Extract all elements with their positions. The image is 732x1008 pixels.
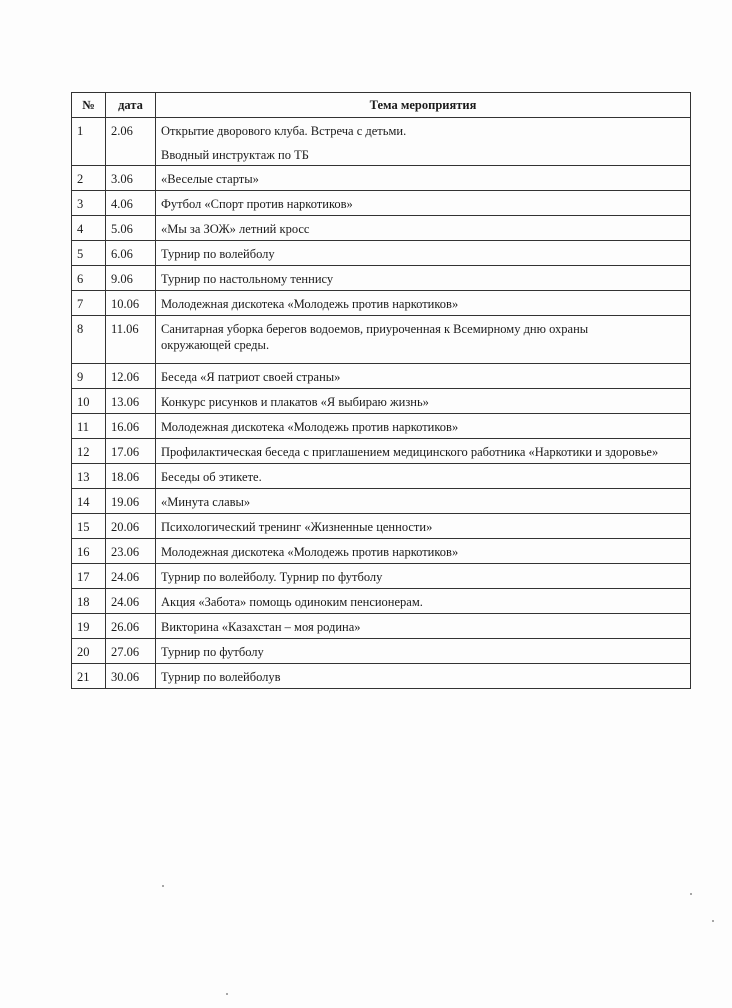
table-row [72, 166, 691, 191]
row-number: 14 [72, 489, 106, 514]
row-date: 2.06 [106, 118, 156, 166]
row-number: 1 [72, 118, 106, 166]
table-row [72, 389, 691, 414]
row-number: 7 [72, 291, 106, 316]
row-date: 13.06 [106, 389, 156, 414]
table-row [72, 664, 691, 689]
row-date: 27.06 [106, 639, 156, 664]
row-number: 13 [72, 464, 106, 489]
row-topic: Акция «Забота» помощь одиноким пенсионерам. [156, 589, 691, 614]
table-row [72, 514, 691, 539]
header-number: № [72, 93, 106, 118]
row-topic: «Мы за ЗОЖ» летний кросс [156, 216, 691, 241]
row-topic: Молодежная дискотека «Молодежь против наркотиков» [156, 414, 691, 439]
row-topic: Конкурс рисунков и плакатов «Я выбираю жизнь» [156, 389, 691, 414]
header-date: дата [106, 93, 156, 118]
scan-speck [712, 920, 714, 922]
table-row [72, 539, 691, 564]
row-number: 15 [72, 514, 106, 539]
table-row [72, 489, 691, 514]
row-date: 10.06 [106, 291, 156, 316]
row-topic: «Минута славы» [156, 489, 691, 514]
row-topic [156, 316, 691, 364]
table-row [72, 464, 691, 489]
row-topic: Турнир по футболу [156, 639, 691, 664]
row-date: 30.06 [106, 664, 156, 689]
row-date: 24.06 [106, 564, 156, 589]
row-topic: Психологический тренинг «Жизненные ценности» [156, 514, 691, 539]
row-date: 23.06 [106, 539, 156, 564]
table-row [72, 364, 691, 389]
table-row [72, 118, 691, 166]
row-topic: Молодежная дискотека «Молодежь против наркотиков» [156, 539, 691, 564]
row-topic: Викторина «Казахстан – моя родина» [156, 614, 691, 639]
row-date: 6.06 [106, 241, 156, 266]
row-number: 3 [72, 191, 106, 216]
event-schedule-table [71, 92, 691, 689]
row-number: 21 [72, 664, 106, 689]
row-date: 26.06 [106, 614, 156, 639]
row-date: 9.06 [106, 266, 156, 291]
table-header-row [72, 93, 691, 118]
scan-speck [226, 993, 228, 995]
table-row [72, 291, 691, 316]
row-number: 10 [72, 389, 106, 414]
row-date: 18.06 [106, 464, 156, 489]
row-topic: Футбол «Спорт против наркотиков» [156, 191, 691, 216]
row-number: 19 [72, 614, 106, 639]
row-topic-line2: Вводный инструктаж по ТБ [161, 148, 309, 162]
row-date: 24.06 [106, 589, 156, 614]
row-topic: Турнир по настольному теннису [156, 266, 691, 291]
row-topic: «Веселые старты» [156, 166, 691, 191]
table-row [72, 414, 691, 439]
row-number: 4 [72, 216, 106, 241]
header-topic: Тема мероприятия [156, 93, 691, 118]
row-number: 20 [72, 639, 106, 664]
row-number: 12 [72, 439, 106, 464]
row-number: 8 [72, 316, 106, 364]
row-topic-line2: окружающей среды. [161, 338, 270, 352]
row-topic: Беседа «Я патриот своей страны» [156, 364, 691, 389]
scan-speck [690, 893, 692, 895]
row-topic: Турнир по волейболув [156, 664, 691, 689]
row-date: 16.06 [106, 414, 156, 439]
table-row [72, 614, 691, 639]
row-number: 16 [72, 539, 106, 564]
row-number: 2 [72, 166, 106, 191]
row-date: 12.06 [106, 364, 156, 389]
row-topic [156, 118, 691, 166]
row-number: 5 [72, 241, 106, 266]
row-date: 11.06 [106, 316, 156, 364]
table-row [72, 191, 691, 216]
row-topic: Профилактическая беседа с приглашением медицинского работника «Наркотики и здоровье» [156, 439, 691, 464]
row-topic: Молодежная дискотека «Молодежь против наркотиков» [156, 291, 691, 316]
table-row [72, 564, 691, 589]
table-row [72, 639, 691, 664]
row-date: 4.06 [106, 191, 156, 216]
row-topic-line1: Открытие дворового клуба. Встреча с детьми. [161, 124, 407, 138]
row-topic: Турнир по волейболу. Турнир по футболу [156, 564, 691, 589]
row-date: 3.06 [106, 166, 156, 191]
row-date: 20.06 [106, 514, 156, 539]
table-row [72, 589, 691, 614]
table-row [72, 266, 691, 291]
row-number: 6 [72, 266, 106, 291]
row-number: 9 [72, 364, 106, 389]
table-row [72, 439, 691, 464]
row-number: 17 [72, 564, 106, 589]
table-row [72, 216, 691, 241]
row-number: 11 [72, 414, 106, 439]
table-row [72, 241, 691, 266]
row-number: 18 [72, 589, 106, 614]
row-topic: Турнир по волейболу [156, 241, 691, 266]
scan-speck [162, 885, 164, 887]
row-date: 17.06 [106, 439, 156, 464]
table-row [72, 316, 691, 364]
row-date: 19.06 [106, 489, 156, 514]
row-date: 5.06 [106, 216, 156, 241]
row-topic-line1: Санитарная уборка берегов водоемов, приуроченная к Всемирному дню охраны [161, 322, 589, 336]
row-topic: Беседы об этикете. [156, 464, 691, 489]
